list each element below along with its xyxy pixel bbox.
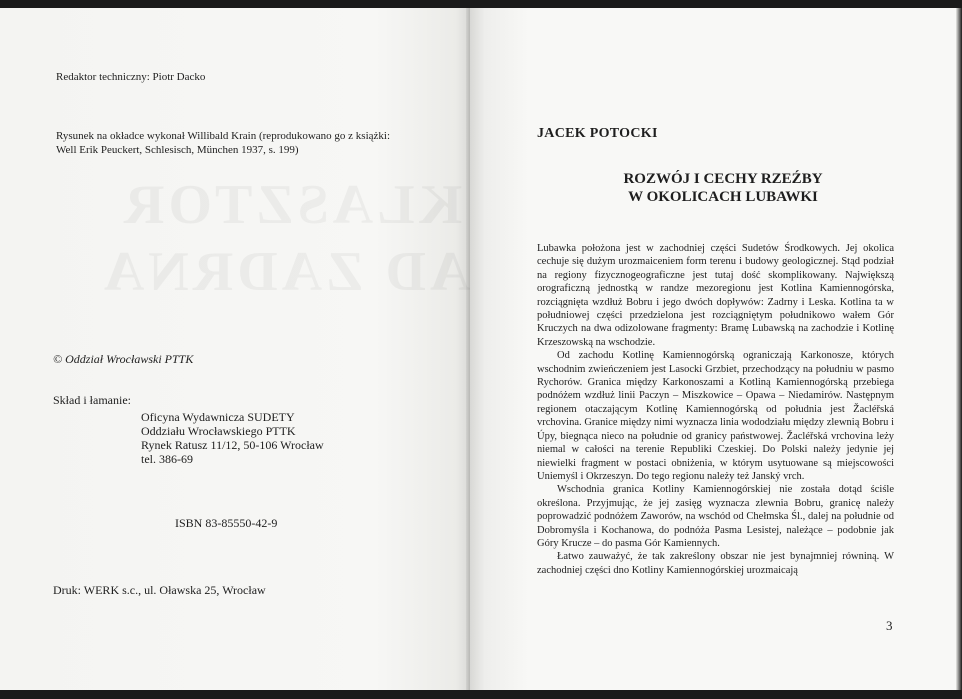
chapter-title (560, 170, 886, 206)
book-spread (0, 8, 962, 690)
publisher-address: Rynek Ratusz 11/12, 50-106 Wrocław (141, 438, 324, 452)
page-edge (956, 8, 962, 690)
printing-info: Druk: WERK s.c., ul. Oławska 25, Wrocław (53, 583, 266, 597)
paragraph: Lubawka położona jest w zachodniej części Sudetów Środkowych. Jej okolica cechuje się dużym urozmaiceniem form terenu i budowy geologicznej. Stąd podział na regiony fizycznogeograficzne jest tutaj dość skomplikowany. Największą orograficzną jednostką w randze mezoregionu jest Kotlina Kamiennogórska, rozciągnięta wzdłuż Bobru i jego dwóch dopływów: Zadrny i Leska. Kotlina ta w południowej części przedzielona jest rozciągniętym południkowo wałem Gór Kruczych na dwa odizolowane fragmenty: Bramę Lubawską na zachodzie i Kotlinę Krzeszowską na wschodzie. (537, 243, 894, 348)
typesetting-label: Skład i łamanie: (53, 393, 131, 407)
chapter-title-line2: W OKOLICACH LUBAWKI (628, 189, 818, 205)
paragraph: Łatwo zauważyć, że tak zakreślony obszar nie jest bynajmniej równiną. W zachodniej części dno Kotliny Kamiennogórskiej urozmaicają (537, 551, 894, 576)
paragraph: Od zachodu Kotlinę Kamiennogórską ograniczają Karkonosze, których wschodnim zwieńczeniem jest Lasocki Grzbiet, przechodzący na południu w pasmo Rychorów. Granica między Karkonoszami a Kotliną Kamiennogórską przebiega podnóżem wzdłuż linii Paczyn – Miszkowice – Opawa – Niedamirów. Następnym regionem otaczającym Kotlinę Kamiennogórską od południa jest Žacléřská vrchovina. Granice między nimi wyznacza linia wododziału między zlewnią Bobru i Úpy, biegnąca nieco na południe od granicy państwowej. Žacléřská vrchovina leży niemal w całości na terenie Republiki Czeskiej. Do Polski należy jedynie jej niewielki fragment w postaci obniżenia, w którym usytuowane są miejscowości Uniemyśl i Okrzeszyn. Do tego regionu należy też Janský vrch. (537, 350, 894, 482)
page-number: 3 (886, 618, 893, 633)
chapter-title-line1: ROZWÓJ I CECHY RZEŹBY (623, 171, 823, 187)
left-page (0, 8, 470, 690)
illustration-credit-source: Well Erik Peuckert, Schlesisch, München 1937, s. 199) (56, 144, 299, 156)
illustration-credit: Rysunek na okładce wykonał Willibald Krain (reprodukowano go z książki: (56, 130, 391, 142)
editor-line: Redaktor techniczny: Piotr Dacko (56, 71, 206, 83)
copyright-notice: © Oddział Wrocławski PTTK (53, 352, 194, 366)
paragraph: Wschodnia granica Kotliny Kamiennogórskiej nie została dotąd ściśle określona. Przyjmując, że jej zasięg wyznacza zlewnia Bobru, granicę należy poprowadzić podnóżem Zaworów, na wschód od Chełmska Śl., dalej na południe od Dobromyśla i Kochanowa, do podnóża Pasma Lesistej, należące – podobnie jak Góry Krucze – do pasma Gór Kamiennych. (537, 484, 894, 549)
show-through-decoration (100, 240, 515, 304)
publisher-division: Oddziału Wrocławskiego PTTK (141, 424, 296, 438)
author-name: JACEK POTOCKI (537, 126, 658, 141)
publisher-phone: tel. 386-69 (141, 452, 193, 466)
body-text (537, 242, 894, 577)
isbn: ISBN 83-85550-42-9 (175, 516, 278, 530)
publisher-name: Oficyna Wydawnicza SUDETY (141, 410, 295, 424)
show-through-decoration (120, 173, 462, 237)
